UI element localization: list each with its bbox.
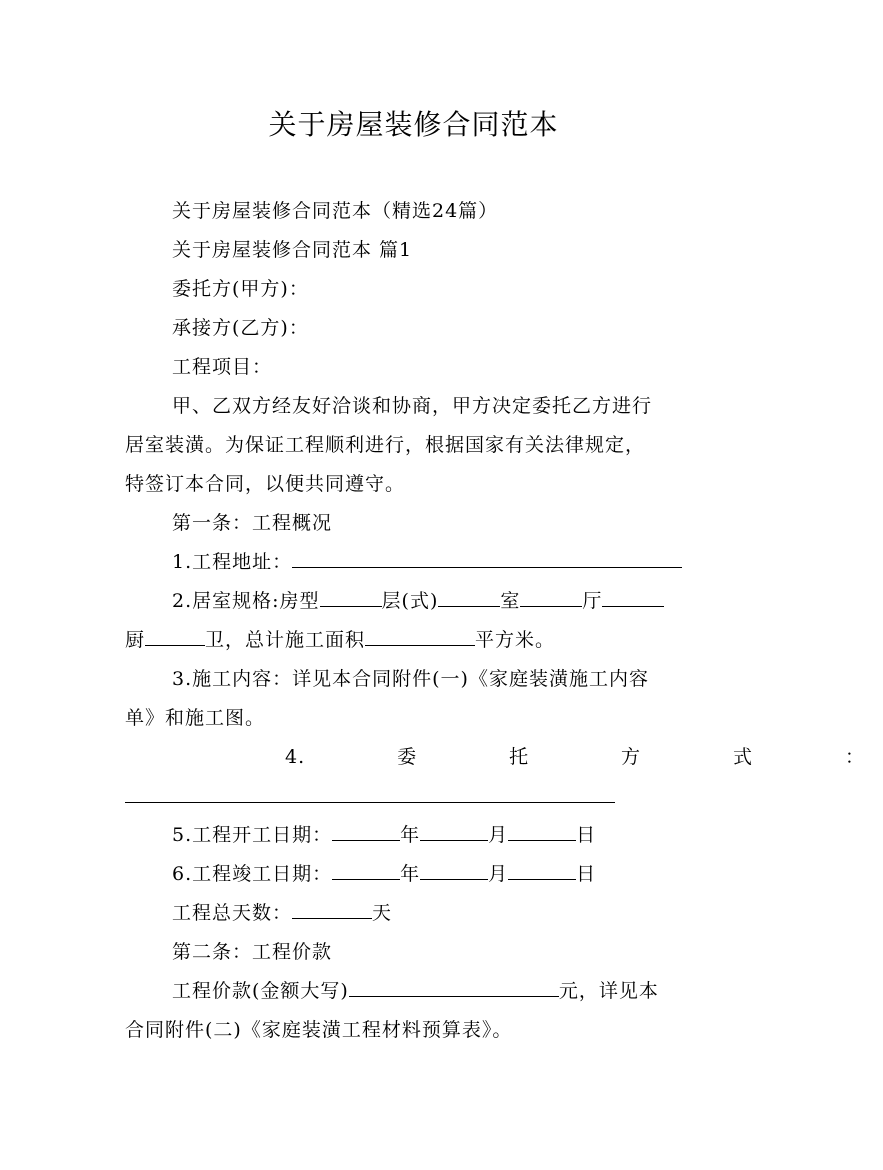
commission-char: 式 (733, 746, 754, 768)
year-label: 年 (400, 863, 421, 885)
price-line (125, 972, 752, 1011)
article-2-heading: 第二条：工程价款 (172, 941, 333, 963)
total-days-line (125, 894, 752, 933)
blank-field (420, 818, 488, 841)
blank-field (320, 584, 382, 607)
price-line-2: 合同附件(二)《家庭装潢工程材料预算表》。 (125, 1019, 513, 1041)
construction-content-line: 3.施工内容：详见本合同附件(一)《家庭装潢施工内容 (172, 668, 649, 690)
blank-field (420, 857, 488, 880)
end-date-line (125, 855, 752, 894)
commission-colon: ： (844, 746, 865, 768)
start-date-label: 5.工程开工日期： (172, 824, 333, 846)
floor-label: 层(式) (381, 590, 439, 612)
kitchen-label: 厨 (125, 629, 146, 651)
contractor-line: 承接方(乙方)： (172, 317, 309, 339)
blank-field (602, 584, 664, 607)
project-line: 工程项目： (172, 356, 273, 378)
year-label: 年 (400, 824, 421, 846)
commission-char: 委 (397, 746, 418, 768)
paragraph-line: 甲、乙双方经友好洽谈和协商，甲方决定委托乙方进行 (172, 395, 653, 417)
commission-method-blank (125, 802, 615, 803)
start-date-line (125, 816, 752, 855)
room-spec-label: 2.居室规格:房型 (172, 590, 320, 612)
address-blank (292, 545, 682, 568)
article-1-heading: 第一条：工程概况 (172, 512, 333, 534)
commission-method-line (125, 738, 883, 777)
day-label: 日 (576, 824, 597, 846)
end-date-label: 6.工程竣工日期： (172, 863, 333, 885)
address-label: 1.工程地址： (172, 551, 293, 573)
area-blank (365, 623, 475, 646)
room-spec-line-2 (125, 621, 705, 660)
blank-field (145, 623, 205, 646)
construction-content-line-2: 单》和施工图。 (125, 707, 266, 729)
month-label: 月 (488, 824, 509, 846)
price-blank (349, 974, 559, 997)
blank-field (438, 584, 500, 607)
blank-field (508, 857, 576, 880)
price-unit-label: 元，详见本 (558, 980, 659, 1002)
unit-label: 平方米。 (475, 629, 556, 651)
commission-char: 方 (621, 746, 642, 768)
bath-area-label: 卫，总计施工面积 (205, 629, 366, 651)
room-label: 室 (500, 590, 521, 612)
commission-char: 托 (509, 746, 530, 768)
days-unit-label: 天 (372, 902, 393, 924)
address-line (125, 543, 752, 582)
hall-label: 厅 (582, 590, 603, 612)
chapter-heading: 关于房屋装修合同范本 篇1 (172, 239, 413, 261)
intro-line: 关于房屋装修合同范本（精选24篇） (172, 200, 499, 222)
commission-number: 4. (285, 746, 306, 768)
room-spec-line (125, 582, 752, 621)
client-line: 委托方(甲方)： (172, 278, 309, 300)
total-days-label: 工程总天数： (172, 902, 293, 924)
paragraph-line: 特签订本合同，以便共同遵守。 (125, 473, 406, 495)
blank-field (292, 896, 372, 919)
blank-field (332, 818, 400, 841)
blank-field (332, 857, 400, 880)
price-label: 工程价款(金额大写) (172, 980, 349, 1002)
blank-field (508, 818, 576, 841)
blank-field (520, 584, 582, 607)
document-title: 关于房屋装修合同范本 (268, 108, 559, 141)
day-label: 日 (576, 863, 597, 885)
paragraph-line: 居室装潢。为保证工程顺利进行，根据国家有关法律规定， (125, 434, 646, 456)
month-label: 月 (488, 863, 509, 885)
